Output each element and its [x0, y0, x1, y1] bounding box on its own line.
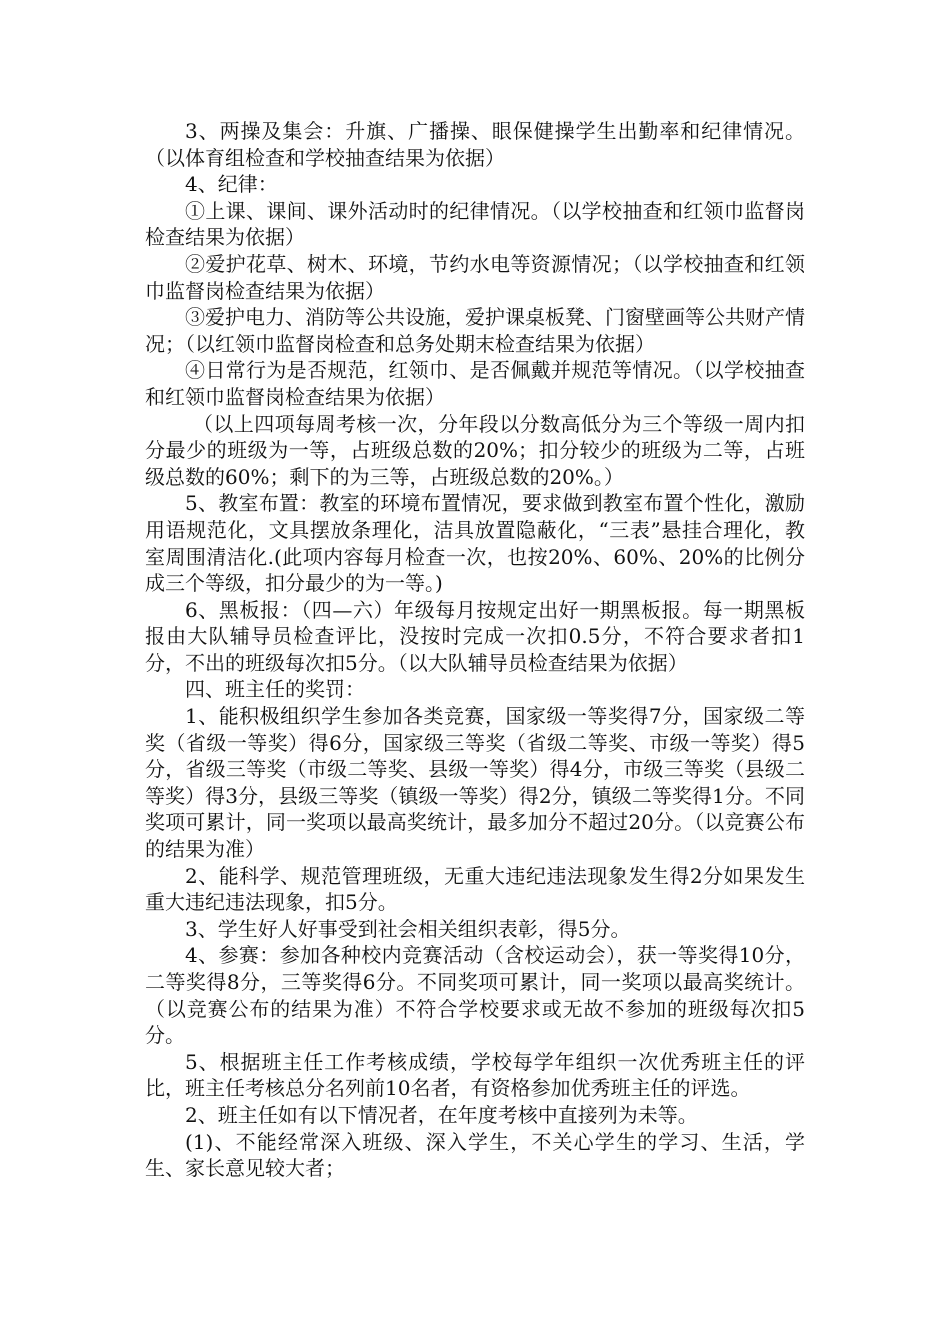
paragraph-blackboard: 6、黑板报：（四—六）年级每月按规定出好一期黑板报。每一期黑板报由大队辅导员检查评比，没按时完成一次扣0.5分，不符合要求者扣1分，不出的班级每次扣5分。（以大队辅导员检查结果为依据）	[145, 597, 805, 675]
paragraph-discipline-heading: 4、纪律：	[185, 172, 278, 197]
paragraph-discipline-item-3: ③爱护电力、消防等公共设施，爱护课桌板凳、门窗壁画等公共财产情况；（以红领巾监督岗检查和总务处期末检查结果为依据）	[145, 305, 805, 356]
paragraph-penalty-item-1: (1)、不能经常深入班级、深入学生，不关心学生的学习、生活，学生、家长意见较大者；	[145, 1129, 805, 1181]
section-heading-teacher-rewards: 四、班主任的奖罚：	[185, 677, 365, 702]
paragraph-discipline-item-1: ①上课、课间、课外活动时的纪律情况。（以学校抽查和红领巾监督岗检查结果为依据）	[145, 198, 805, 250]
paragraph-two-exercises: 3、两操及集会：升旗、广播操、眼保健操学生出勤率和纪律情况。（以体育组检查和学校抽查结果为依据）	[145, 119, 805, 170]
paragraph-reward-good-deeds: 3、学生好人好事受到社会相关组织表彰，得5分。	[185, 916, 631, 941]
paragraph-weekly-assessment-note: （以上四项每周考核一次，分年段以分数高低分为三个等级一周内扣分最少的班级为一等，占班级总数的20%；扣分较少的班级为二等，占班级总数的60%；剩下的为三等，占班级总数的20%。）	[145, 411, 805, 489]
paragraph-classroom-layout: 5、教室布置：教室的环境布置情况，要求做到教室布置个性化，激励用语规范化，文具摆放条理化，洁具放置隐蔽化，“三表”悬挂合理化，教室周围清洁化.(此项内容每月检查一次，也按20%、60%、20%的比例分成三个等级，扣分最少的为一等。)	[145, 491, 805, 596]
paragraph-reward-class-management: 2、能科学、规范管理班级，无重大违纪违法现象发生得2分如果发生重大违纪违法现象，扣5分。	[145, 863, 805, 915]
paragraph-reward-competitions: 1、能积极组织学生参加各类竞赛，国家级一等奖得7分，国家级二等奖（省级一等奖）得6分，国家级三等奖（省级二等奖、市级一等奖）得5分，省级三等奖（市级二等奖、县级一等奖）得4分，市级三等奖（县级二等奖）得3分，县级三等奖（镇级一等奖）得2分，镇级二等奖得1分。不同奖项可累计，同一奖项以最高奖统计，最多加分不超过20分。（以竞赛公布的结果为准）	[145, 704, 805, 862]
document-body	[145, 118, 805, 1182]
paragraph-reward-excellent-teacher: 5、根据班主任工作考核成绩，学校每学年组织一次优秀班主任的评比，班主任考核总分名列前10名者，有资格参加优秀班主任的评选。	[145, 1049, 805, 1101]
paragraph-discipline-item-2: ②爱护花草、树木、环境，节约水电等资源情况；（以学校抽查和红领巾监督岗检查结果为依据）	[145, 251, 805, 303]
paragraph-penalty-heading: 2、班主任如有以下情况者，在年度考核中直接列为未等。	[185, 1102, 698, 1127]
paragraph-reward-school-contests: 4、参赛：参加各种校内竞赛活动（含校运动会），获一等奖得10分，二等奖得8分，三等奖得6分。不同奖项可累计，同一奖项以最高奖统计。（以竞赛公布的结果为准）不符合学校要求或无故不参加的班级每次扣5分。	[145, 943, 805, 1048]
paragraph-discipline-item-4: ④日常行为是否规范，红领巾、是否佩戴并规范等情况。（以学校抽查和红领巾监督岗检查结果为依据）	[145, 358, 805, 409]
